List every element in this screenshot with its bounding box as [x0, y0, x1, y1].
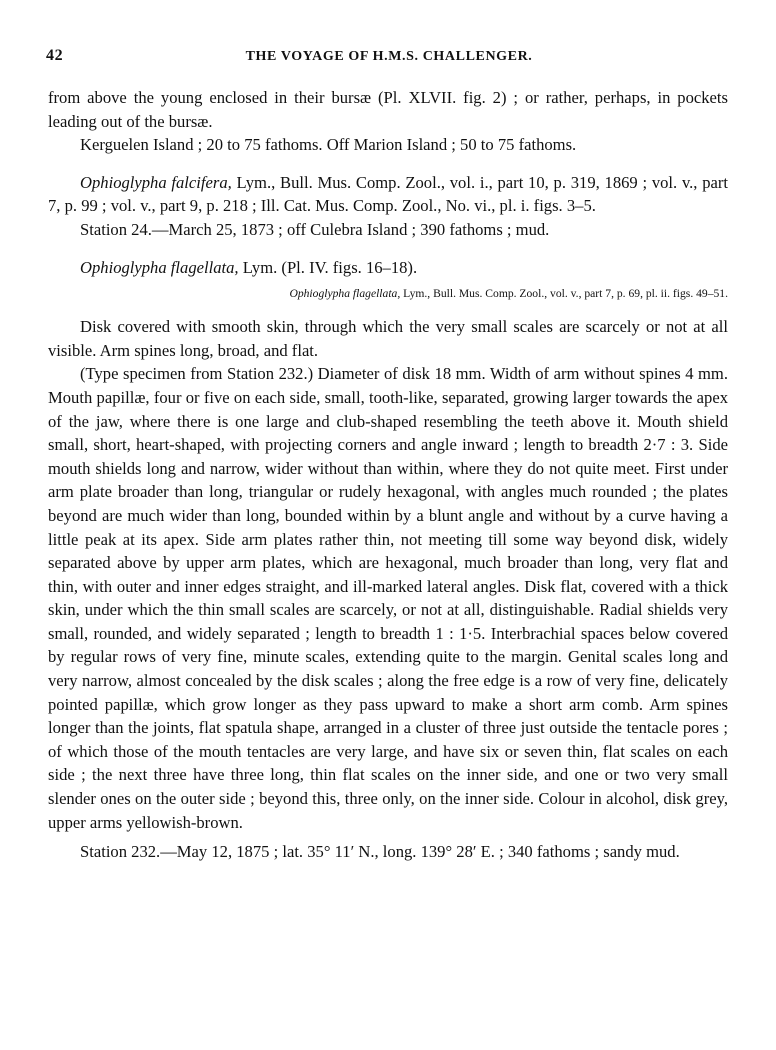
page-number: 42 — [46, 47, 64, 64]
falcifera-reference: Lym., Bull. Mus. Comp. Zool., vol. i., part 10, p. 319, 1869 ; vol. v., part 7, p. 99 ; vol. v., part 9, p. 218 ; Ill. Cat. Mus. Comp. Zool., No. vi., pl. i. figs. 3–5. — [48, 172, 729, 216]
locality-paragraph: Kerguelen Island ; 20 to 75 fathoms. Off Marion Island ; 50 to 75 fathoms. — [80, 135, 577, 155]
flagellata-species-name: Ophioglypha flagellata, — [80, 257, 239, 277]
synonymy-line — [48, 285, 728, 303]
diagnosis-paragraph: Disk covered with smooth skin, through which the very small scales are scarcely or not at all visible. Arm spines long, broad, and flat. — [48, 317, 728, 360]
flagellata-reference: Lym. (Pl. IV. figs. 16–18). — [238, 257, 418, 277]
continuation-paragraph: from above the young enclosed in their bursæ (Pl. XLVII. fig. 2) ; or rather, perhaps, in pockets leading out of the bursæ. — [48, 88, 728, 131]
page-header — [46, 44, 732, 68]
falcifera-species-name: Ophioglypha falcifera, — [80, 172, 232, 192]
page-body — [48, 86, 728, 864]
description-paragraph: (Type specimen from Station 232.) Diameter of disk 18 mm. Width of arm without spines 4 mm. Mouth papillæ, four or five on each side, small, tooth-like, separated, growing larger towards the apex of the jaw, where there is one large and club-shaped resembling the teeth above it. Mouth shield small, short, heart-shaped, with projecting corners and angle inward ; length to breadth 2·7 : 3. Side mouth shields long and narrow, wider without than within, where they do not quite meet. First under arm plate broader than long, triangular or rudely hexagonal, with angles much rounded ; the plates beyond are much wider than long, bounded within by a blunt angle and without by a curve having a little peak at its apex. Side arm plates rather thin, not meeting till some way beyond disk, widely separated above by upper arm plates, which are hexagonal, much broader than long, very flat and thin, with outer and inner edges straight, and ill-marked lateral angles. Disk flat, covered with a thick skin, under which the thin small scales are scarcely, or not at all, distinguishable. Radial shields very small, rounded, and widely separated ; length to breadth 1 : 1·5. Interbrachial spaces below covered by regular rows of very fine, minute scales, extending quite to the margin. Genital scales long and very narrow, almost concealed by the disk scales ; along the free edge is a row of very fine, delicately pointed papillæ, which grow longer as they pass upward to make a short arm comb. Arm spines longer than the joints, flat spatula shape, arranged in a cluster of three just outside the tentacle pores ; of which those of the mouth tentacles are very large, and have six or seven thin, flat scales on each side ; the next three have three long, thin flat scales on the inner side, and one or two very small slender ones on the outer side ; beyond this, three only, on the inner side. Colour in alcohol, disk grey, upper arms yellowish-brown. — [48, 364, 728, 832]
synonymy-species-name: Ophioglypha flagellata, — [289, 287, 401, 301]
flagellata-heading — [48, 256, 728, 280]
falcifera-entry — [48, 171, 728, 218]
flagellata-station: Station 232.—May 12, 1875 ; lat. 35° 11′ N., long. 139° 28′ E. ; 340 fathoms ; sandy mud. — [80, 842, 680, 862]
running-title: THE VOYAGE OF H.M.S. CHALLENGER. — [245, 49, 533, 64]
falcifera-station: Station 24.—March 25, 1873 ; off Culebra Island ; 390 fathoms ; mud. — [80, 219, 550, 239]
synonymy-reference: Lym., Bull. Mus. Comp. Zool., vol. v., part 7, p. 69, pl. ii. figs. 49–51. — [400, 287, 728, 301]
